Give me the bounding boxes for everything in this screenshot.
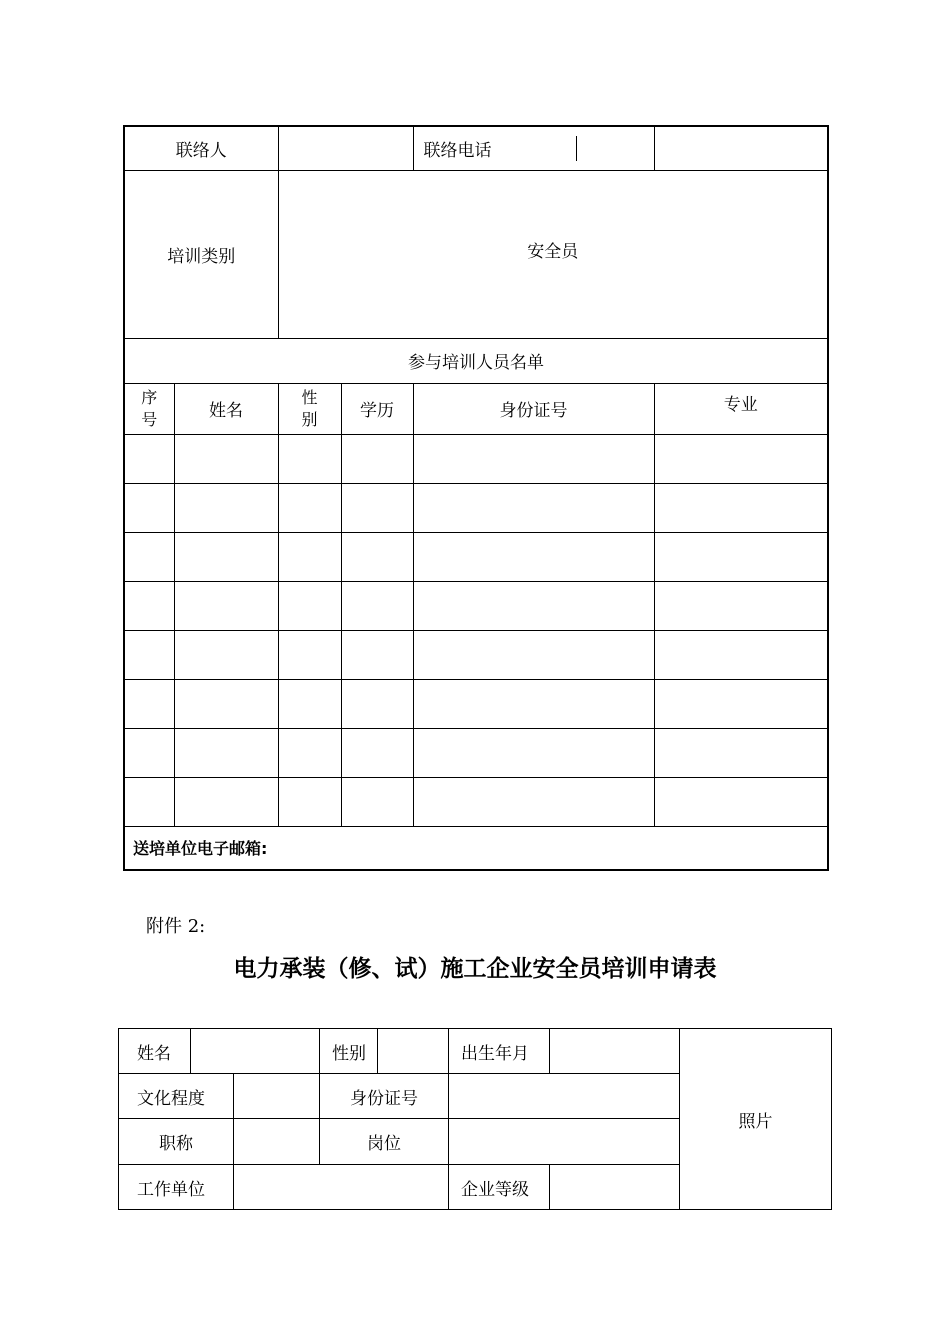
name-label: 姓名 xyxy=(119,1029,191,1074)
contact-input[interactable] xyxy=(278,126,413,170)
gender-label: 性别 xyxy=(320,1029,378,1074)
page-title: 电力承装（修、试）施工企业安全员培训申请表 xyxy=(233,956,717,982)
cell[interactable] xyxy=(413,679,654,728)
cell[interactable] xyxy=(278,679,341,728)
roster-title: 参与培训人员名单 xyxy=(124,338,828,383)
col-major: 专业 xyxy=(654,383,828,434)
phone-label: 联络电话 xyxy=(414,136,577,161)
cell[interactable] xyxy=(124,630,174,679)
post-input[interactable] xyxy=(449,1119,680,1165)
cell[interactable] xyxy=(174,434,278,483)
phone-input-a[interactable] xyxy=(577,136,654,161)
title-input[interactable] xyxy=(234,1119,320,1165)
cell[interactable] xyxy=(654,630,828,679)
col-gender-label: 性别 xyxy=(301,387,318,429)
table-row xyxy=(124,434,828,483)
table-row xyxy=(124,483,828,532)
cell[interactable] xyxy=(341,630,413,679)
col-id: 身份证号 xyxy=(413,383,654,434)
phone-cell xyxy=(413,126,654,170)
grade-input[interactable] xyxy=(550,1165,680,1210)
cell[interactable] xyxy=(124,532,174,581)
cell[interactable] xyxy=(124,483,174,532)
cell[interactable] xyxy=(174,728,278,777)
title-label: 职称 xyxy=(119,1119,234,1165)
cell[interactable] xyxy=(341,777,413,826)
col-gender xyxy=(278,383,341,434)
cell[interactable] xyxy=(341,434,413,483)
cell[interactable] xyxy=(341,728,413,777)
phone-input[interactable] xyxy=(654,126,828,170)
category-text: 安全员 xyxy=(527,241,579,262)
cell[interactable] xyxy=(413,777,654,826)
cell[interactable] xyxy=(174,777,278,826)
table-row xyxy=(124,679,828,728)
col-seq xyxy=(124,383,174,434)
cell[interactable] xyxy=(654,532,828,581)
birth-input[interactable] xyxy=(550,1029,680,1074)
cell[interactable] xyxy=(124,728,174,777)
col-seq-label: 序号 xyxy=(141,387,158,429)
cell[interactable] xyxy=(654,777,828,826)
cell[interactable] xyxy=(413,532,654,581)
cell[interactable] xyxy=(654,581,828,630)
cell[interactable] xyxy=(174,630,278,679)
training-roster-table xyxy=(123,125,829,871)
col-name: 姓名 xyxy=(174,383,278,434)
table-row xyxy=(124,532,828,581)
cell[interactable] xyxy=(278,630,341,679)
education-label: 文化程度 xyxy=(119,1074,234,1119)
employer-label: 工作单位 xyxy=(119,1165,234,1210)
cell[interactable] xyxy=(278,532,341,581)
post-label: 岗位 xyxy=(320,1119,449,1165)
cell[interactable] xyxy=(413,630,654,679)
table-row xyxy=(124,777,828,826)
id-number-input[interactable] xyxy=(449,1074,680,1119)
cell[interactable] xyxy=(278,777,341,826)
cell[interactable] xyxy=(341,581,413,630)
cell[interactable] xyxy=(341,483,413,532)
cell[interactable] xyxy=(278,434,341,483)
annex-label: 附件 2: xyxy=(146,916,206,937)
photo-box[interactable]: 照片 xyxy=(680,1029,832,1210)
contact-label: 联络人 xyxy=(124,126,278,170)
table-row xyxy=(124,630,828,679)
email-label: 送培单位电子邮箱: xyxy=(124,826,828,870)
cell[interactable] xyxy=(654,679,828,728)
cell[interactable] xyxy=(413,581,654,630)
cell[interactable] xyxy=(124,679,174,728)
cell[interactable] xyxy=(341,532,413,581)
cell[interactable] xyxy=(413,728,654,777)
cell[interactable] xyxy=(413,483,654,532)
cell[interactable] xyxy=(124,581,174,630)
cell[interactable] xyxy=(654,728,828,777)
cell[interactable] xyxy=(654,483,828,532)
id-number-label: 身份证号 xyxy=(320,1074,449,1119)
cell[interactable] xyxy=(413,434,654,483)
col-edu: 学历 xyxy=(341,383,413,434)
category-label: 培训类别 xyxy=(124,170,278,338)
cell[interactable] xyxy=(174,679,278,728)
cell[interactable] xyxy=(124,434,174,483)
cell[interactable] xyxy=(278,483,341,532)
cell[interactable] xyxy=(654,434,828,483)
name-input[interactable] xyxy=(191,1029,320,1074)
table-row xyxy=(124,728,828,777)
cell[interactable] xyxy=(174,483,278,532)
cell[interactable] xyxy=(341,679,413,728)
cell[interactable] xyxy=(278,728,341,777)
category-value xyxy=(278,170,828,338)
gender-input[interactable] xyxy=(378,1029,449,1074)
table-row xyxy=(124,581,828,630)
grade-label: 企业等级 xyxy=(449,1165,550,1210)
cell[interactable] xyxy=(278,581,341,630)
application-form-table xyxy=(118,1028,832,1210)
education-input[interactable] xyxy=(234,1074,320,1119)
birth-label: 出生年月 xyxy=(449,1029,550,1074)
employer-input[interactable] xyxy=(234,1165,449,1210)
cell[interactable] xyxy=(174,581,278,630)
cell[interactable] xyxy=(174,532,278,581)
cell[interactable] xyxy=(124,777,174,826)
